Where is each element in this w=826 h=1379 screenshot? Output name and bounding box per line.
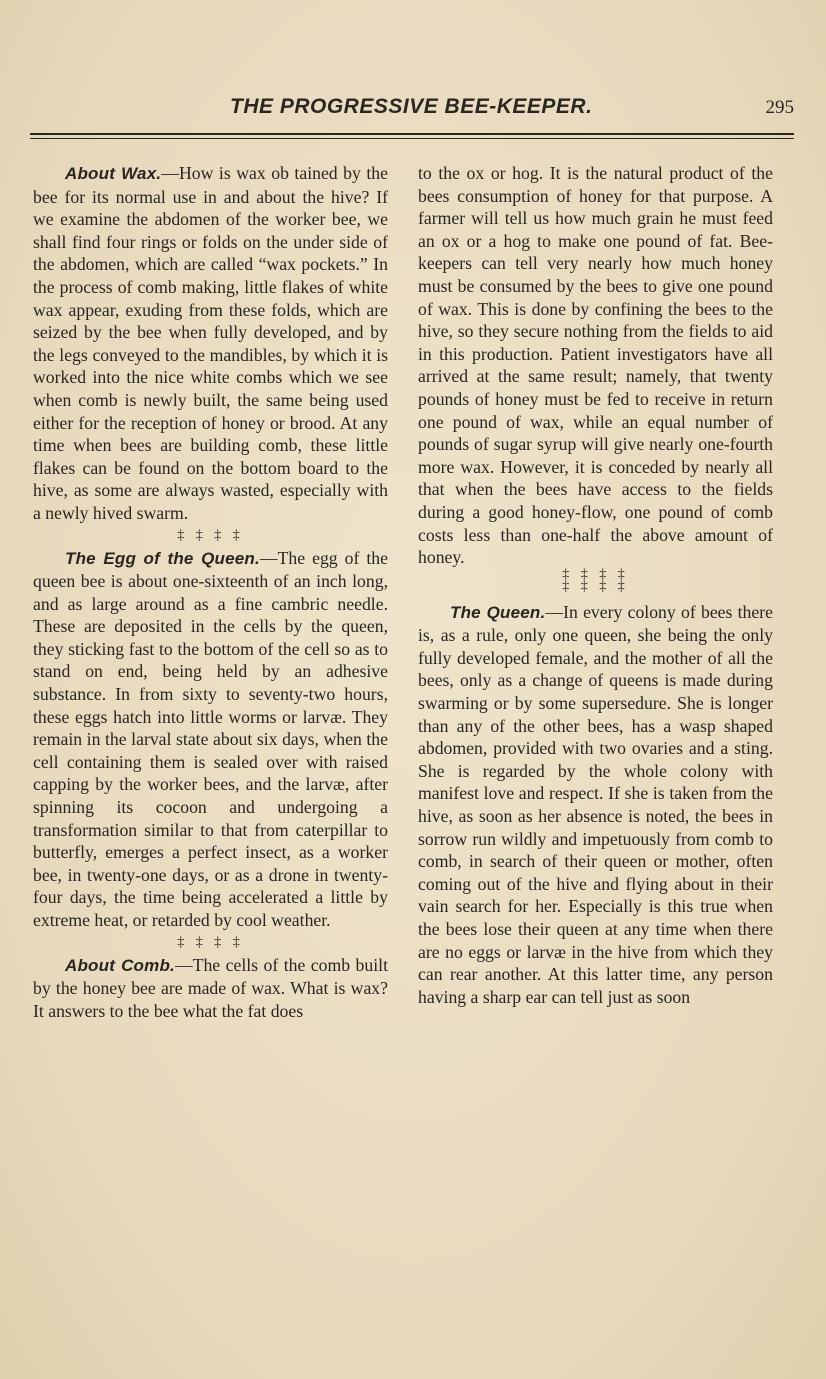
paragraph-text: —The egg of the queen bee is about one-sixteenth of an inch long, and as large around as a fine cambric needle. These are deposited in the cells by the queen, they sticking fast to the bottom of the cell so as to stand on end, being held by an adhesive substance. In from sixty to seventy-two hours, these eggs hatch into little worms or larvæ. They remain in the larval state about six days, when the cell containing them is sealed over with raised capping by the worker bees, and the larvæ, after spinning its cocoon and undergoing a transformation similar to that from caterpillar to butterfly, emerges a perfect insect, as a worker bee, in twenty-one days, or as a drone in twenty-four days, the time being accelerated a little by extreme heat, or retarded by cool weather. [33,547,388,930]
paragraph-about-comb [33,954,388,1023]
paragraph-text: —In every colony of bees there is, as a rule, only one queen, she being the only fully developed female, and the mother of all the bees, only as a change of queens is made during swarming or by some supersedure. She is longer than any of the other bees, has a wasp shaped abdomen, provided with two ovaries and a sting. She is regarded by the whole colony with manifest love and respect. If she is taken from the hive, as soon as her absence is noted, the bees in sorrow run wildly and impetuously from comb to comb, in search of their queen or mother, often coming out of the hive and flying about in their vain search for her. Especially is this true when the bees lose their queen at any time when there are no eggs or larvæ in the hive from which they can rear another. At this latter time, any person having a sharp ear can tell just as soon [418,601,773,1007]
right-column [418,162,773,1008]
paragraph-text: —The cells of the comb built by the honey bee are made of wax. What is wax? It answers to the bee what the fat does [33,954,388,1021]
paragraph-the-queen [418,601,773,1009]
running-title: THE PROGRESSIVE BEE-KEEPER. [230,95,593,118]
section-heading-about-comb: About Comb. [65,955,175,975]
paragraph-text: —How is wax ob tained by the bee for its normal use in and about the hive? If we examine the abdomen of the worker bee, we shall find four rings or folds on the under side of the abdomen, which are called “wax pockets.” In the process of comb making, little flakes of white wax appear, exuding from these folds, which are seized by the bee when fully developed, and by the legs conveyed to the mandibles, by which it is worked into the nice white combs which we see when comb is newly built, the same being used either for the reception of honey or brood. At any time when bees are building comb, these little flakes can be found on the bottom board to the hive, as some are always wasted, especially with a newly hived swarm. [33,163,389,523]
section-divider: ‡ ‡ ‡ ‡ [562,578,629,594]
header-rule-thin [30,138,794,139]
header-rule-thick [30,133,794,135]
section-divider: ‡ ‡ ‡ ‡ [177,527,244,543]
section-heading-egg-of-queen: The Egg of the Queen. [65,548,260,568]
section-heading-about-wax: About Wax. [65,164,162,183]
section-divider: ‡ ‡ ‡ ‡ [562,566,629,582]
section-divider: ‡ ‡ ‡ ‡ [177,934,244,950]
left-column [33,162,388,1022]
page-header [30,95,800,123]
paragraph-egg-of-queen [33,547,388,932]
section-heading-the-queen: The Queen. [450,602,546,622]
paragraph-comb-continued: to the ox or hog. It is the natural product of the bees consumption of honey for that purpose. A farmer will tell us how much grain he must feed an ox or a hog to make one pound of fat. Bee-keepers can tell very nearly how much honey must be consumed by the bees to give one pound of wax. This is done by confining the bees to the hive, so they secure nothing from the fields to aid in this production. Patient investigators have all arrived at the same result; namely, that twenty pounds of honey must be fed to receive in return one pound of wax, while an equal number of pounds of sugar syrup will give nearly one-fourth more wax. However, it is conceded by nearly all that when the bees have access to the fields during a good honey-flow, one pound of comb costs less than one-half the above amount of honey. [418,163,773,568]
page-number: 295 [765,97,794,118]
paragraph-about-wax [33,162,388,525]
